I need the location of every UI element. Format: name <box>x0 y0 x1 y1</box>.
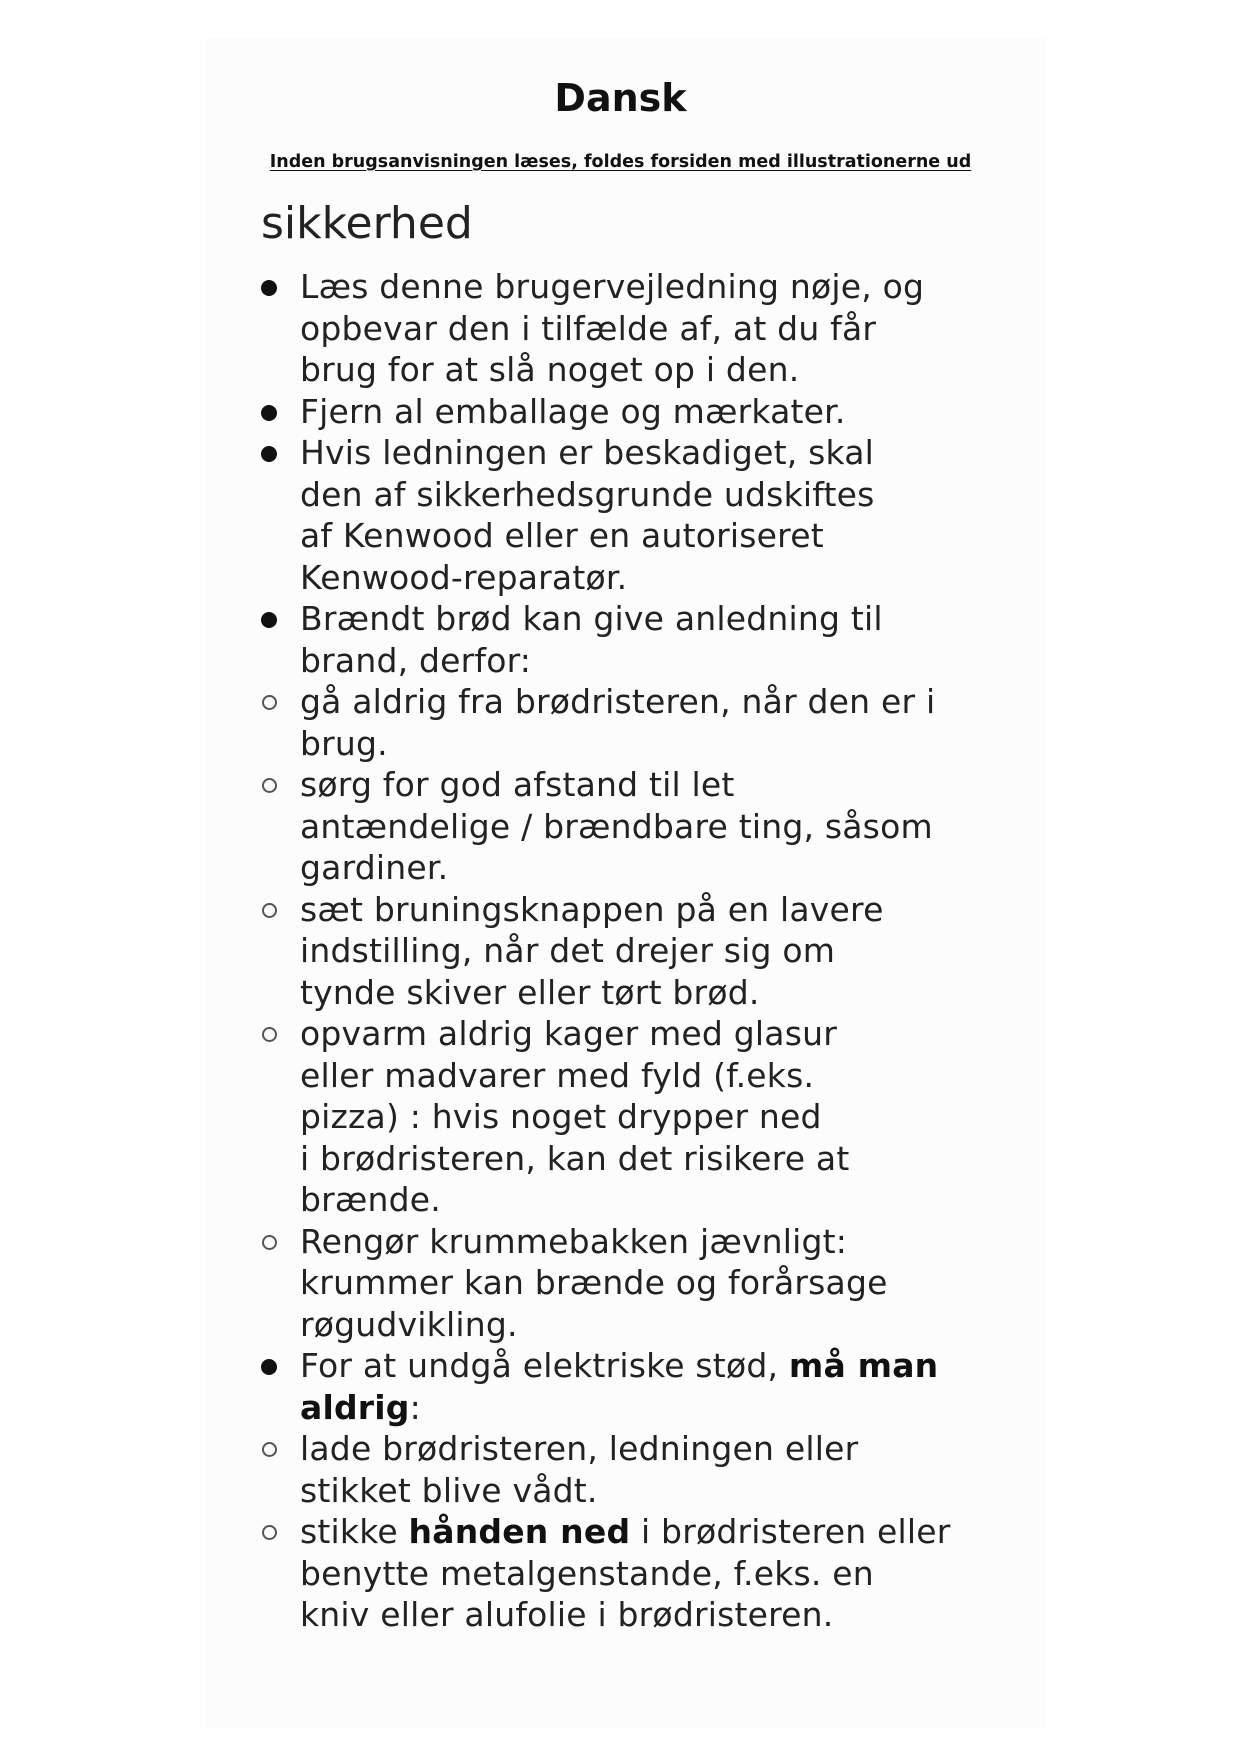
item-text-line: brug. <box>300 723 388 763</box>
page-title: Dansk <box>554 76 687 120</box>
bullet-item <box>0 266 1000 391</box>
bullet-item <box>0 391 1000 433</box>
hollow-bullet-icon <box>262 1525 277 1540</box>
item-text-line: Fjern al emballage og mærkater. <box>300 391 846 431</box>
sub-bullet-item <box>0 1428 1000 1511</box>
item-text-line: eller madvarer med fyld (f.eks. <box>300 1055 815 1095</box>
safety-list <box>0 266 1241 1636</box>
item-text-line <box>300 1345 1000 1387</box>
sub-bullet-item <box>0 1013 1000 1221</box>
section-heading: sikkerhed <box>261 198 473 249</box>
bullet-item <box>0 598 1000 681</box>
item-text-line: brug for at slå noget op i den. <box>300 350 800 389</box>
filled-bullet-icon <box>261 612 277 628</box>
item-text-line <box>300 1387 1000 1429</box>
filled-bullet-icon <box>261 446 277 462</box>
item-text-line: gardiner. <box>300 848 449 887</box>
item-text-line: brand, derfor: <box>300 640 532 680</box>
emphasis-text: må man <box>788 1346 939 1385</box>
filled-bullet-icon <box>261 280 277 296</box>
item-text-line: Kenwood-reparatør. <box>300 557 628 597</box>
item-text-line: lade brødristeren, ledningen eller <box>300 1429 859 1468</box>
item-text-segment: stikke <box>300 1512 409 1551</box>
item-text-segment: benytte metalgenstande, f.eks. en <box>300 1553 874 1593</box>
item-text-line: antændelige / brændbare ting, såsom <box>300 806 933 846</box>
item-text-segment: For at undgå elektriske stød, <box>300 1346 789 1385</box>
item-text-line: pizza) : hvis noget drypper ned <box>300 1097 822 1136</box>
filled-bullet-icon <box>261 405 277 421</box>
item-text-line: røgudvikling. <box>300 1304 518 1344</box>
item-text-line: opvarm aldrig kager med glasur <box>300 1014 837 1053</box>
item-text-segment: i brødristeren eller <box>630 1512 951 1551</box>
hollow-bullet-icon <box>262 903 277 918</box>
item-text-line <box>300 1594 1000 1636</box>
item-text-line: indstilling, når det drejer sig om <box>300 931 836 970</box>
item-text-line: sørg for god afstand til let <box>300 765 735 804</box>
hollow-bullet-icon <box>262 695 277 710</box>
sub-bullet-item <box>0 1221 1000 1346</box>
item-text-line: brænde. <box>300 1180 441 1219</box>
item-text-line: krummer kan brænde og forårsage <box>300 1263 888 1302</box>
item-text-segment: : <box>409 1387 421 1427</box>
item-text-line: Rengør krummebakken jævnligt: <box>300 1221 848 1261</box>
hollow-bullet-icon <box>262 1442 277 1457</box>
emphasis-text: hånden ned <box>408 1512 631 1551</box>
bullet-item <box>0 1345 1000 1428</box>
item-text-line: sæt bruningsknappen på en lavere <box>300 889 884 929</box>
subtitle-instruction: Inden brugsanvisningen læses, foldes forsiden med illustrationerne ud <box>269 152 972 172</box>
item-text-line: tynde skiver eller tørt brød. <box>300 972 760 1012</box>
filled-bullet-icon <box>261 1359 277 1375</box>
item-text-line: den af sikkerhedsgrunde udskiftes <box>300 474 875 514</box>
sub-bullet-item <box>0 681 1000 764</box>
item-text-line: i brødristeren, kan det risikere at <box>300 1138 850 1178</box>
emphasis-text: aldrig <box>300 1387 410 1427</box>
item-text-line: af Kenwood eller en autoriseret <box>300 516 824 555</box>
item-text-line: gå aldrig fra brødristeren, når den er i <box>300 682 936 721</box>
item-text-line: opbevar den i tilfælde af, at du får <box>300 308 877 348</box>
bullet-item <box>0 432 1000 598</box>
item-text-line: Brændt brød kan give anledning til <box>300 599 883 638</box>
item-text-line: stikket blive vådt. <box>300 1470 598 1510</box>
item-text-line <box>300 1511 1000 1553</box>
sub-bullet-item <box>0 1511 1000 1636</box>
hollow-bullet-icon <box>262 778 277 793</box>
item-text-line: Hvis ledningen er beskadiget, skal <box>300 433 875 472</box>
item-text-line <box>300 1553 1000 1595</box>
item-text-line: Læs denne brugervejledning nøje, og <box>300 267 925 306</box>
sub-bullet-item <box>0 889 1000 1014</box>
sub-bullet-item <box>0 764 1000 889</box>
hollow-bullet-icon <box>262 1235 277 1250</box>
item-text-segment: kniv eller alufolie i brødristeren. <box>300 1595 834 1634</box>
hollow-bullet-icon <box>262 1027 277 1042</box>
